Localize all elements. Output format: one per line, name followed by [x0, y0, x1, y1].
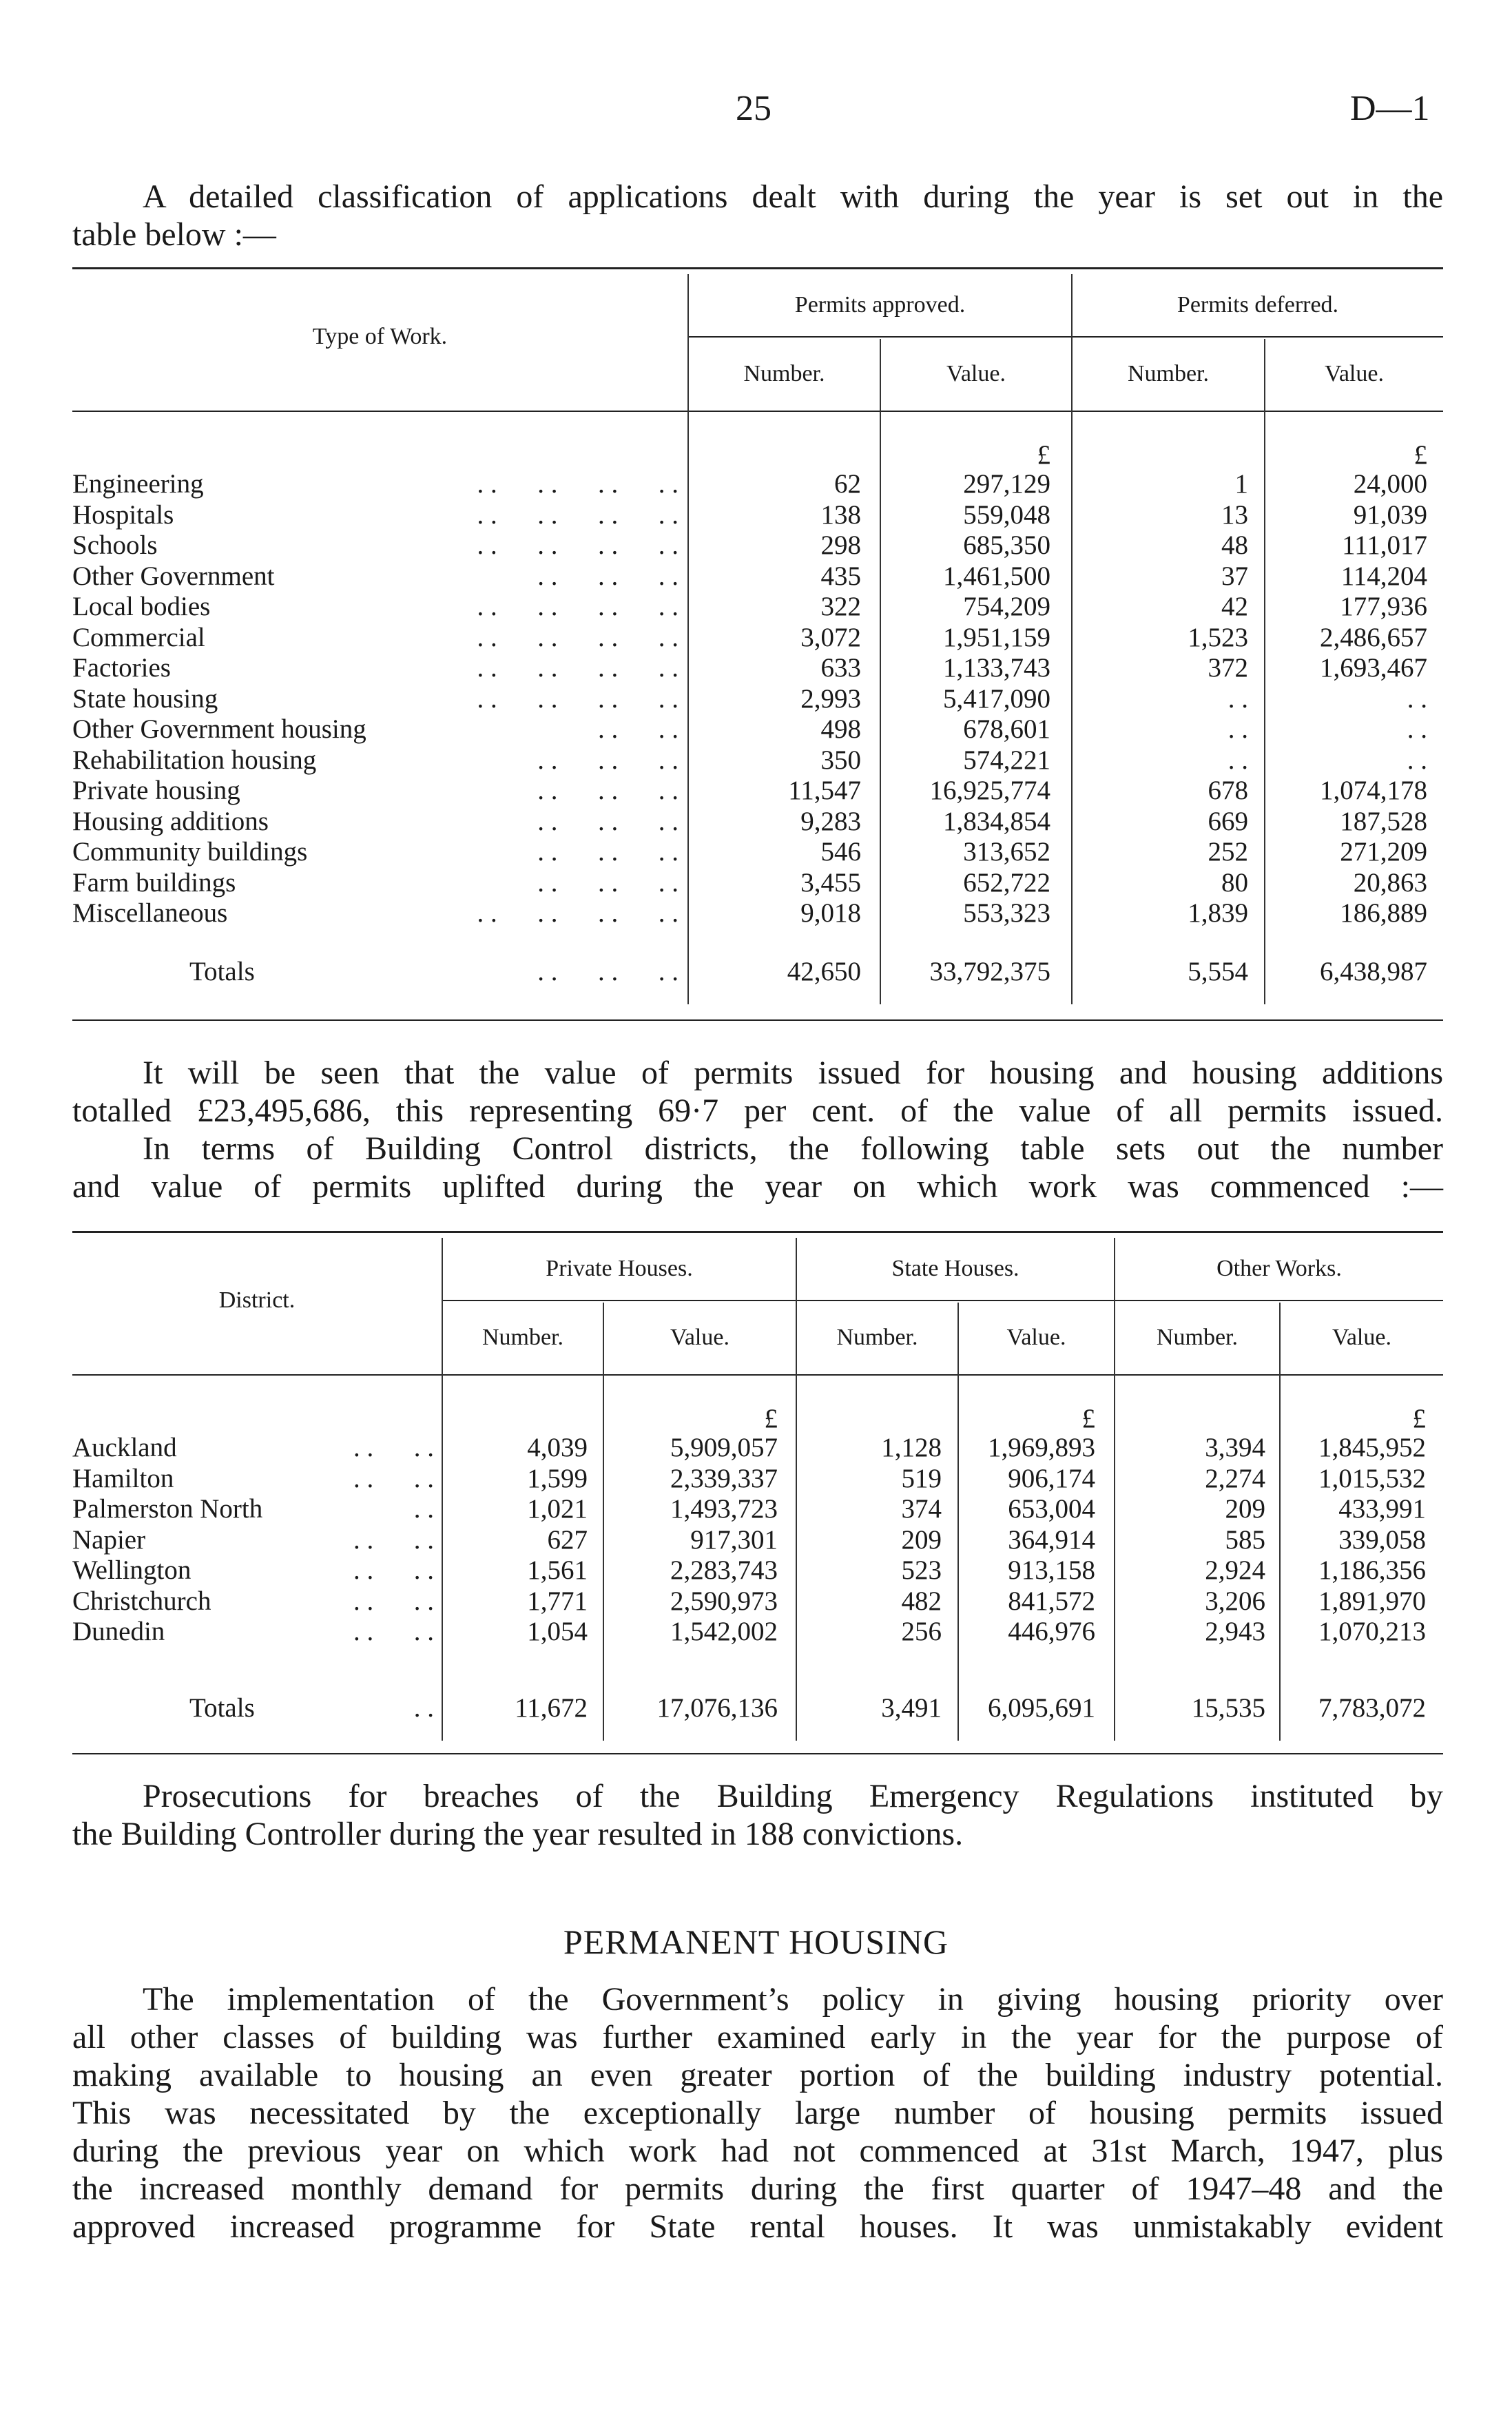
leader-dots: . . . . — [353, 1524, 434, 1555]
state-value: 364,914 — [1008, 1524, 1095, 1555]
approved-number: 2,993 — [800, 683, 861, 714]
table-row — [72, 806, 1443, 836]
other-value: 1,891,970 — [1318, 1586, 1426, 1616]
deferred-number: 252 — [1208, 837, 1248, 867]
deferred-number: 1,523 — [1188, 622, 1248, 652]
subheader-number: Number. — [743, 361, 825, 386]
table-row — [72, 1493, 1443, 1524]
private-value: 1,493,723 — [670, 1494, 778, 1524]
leader-dots: . . . . . . . . — [477, 469, 679, 499]
paragraph-line: and value of permits uplifted during the year on which work was commenced :— — [72, 1168, 1443, 1205]
row-label: Miscellaneous — [72, 898, 228, 928]
approved-value: 313,652 — [963, 837, 1050, 867]
leader-dots: . . . . . . — [537, 837, 679, 867]
paragraph-line: It will be seen that the value of permits issued for housing and housing additions — [143, 1055, 1443, 1091]
paragraph-line: during the previous year on which work had not commenced at 31st March, 1947, plus — [72, 2133, 1443, 2169]
private-number: 627 — [547, 1524, 588, 1555]
document-reference: D—1 — [1350, 89, 1430, 128]
private-number: 1,021 — [527, 1494, 588, 1524]
page-number: 25 — [736, 89, 771, 128]
approved-number: 11,547 — [788, 776, 861, 805]
leader-dots: . . . . — [353, 1586, 434, 1616]
group-header-other-works: Other Works. — [1216, 1256, 1342, 1281]
deferred-number: 42 — [1221, 592, 1248, 621]
private-value: 2,590,973 — [670, 1586, 778, 1616]
table-row — [72, 836, 1443, 867]
table-row — [72, 867, 1443, 898]
row-label: Schools — [72, 530, 158, 560]
row-label: Commercial — [72, 622, 205, 652]
other-value: 1,070,213 — [1318, 1617, 1426, 1646]
currency-symbol: £ — [1413, 440, 1427, 470]
permits-by-district-table — [72, 1231, 1443, 1754]
approved-value: 1,461,500 — [943, 561, 1050, 591]
table-row — [72, 1463, 1443, 1493]
row-label: Wellington — [72, 1555, 191, 1585]
deferred-number: 1 — [1234, 469, 1248, 499]
approved-number: 62 — [834, 469, 861, 499]
private-number: 1,771 — [527, 1586, 588, 1616]
approved-number: 42,650 — [787, 957, 861, 986]
deferred-number: 1,839 — [1188, 898, 1248, 928]
row-label: Local bodies — [72, 592, 211, 621]
private-value: 5,909,057 — [670, 1433, 778, 1462]
deferred-value: 271,209 — [1340, 837, 1427, 867]
group-header-state-houses: State Houses. — [891, 1256, 1019, 1281]
private-value: 1,542,002 — [670, 1617, 778, 1646]
row-label: Totals — [189, 957, 255, 986]
table-row — [72, 775, 1443, 805]
table-row — [72, 745, 1443, 775]
leader-dots: . . . . . . . . — [477, 683, 679, 714]
subheader-value: Value. — [1325, 361, 1384, 386]
paragraph-line: This was necessitated by the exceptionally large number of housing permits issued — [72, 2095, 1443, 2131]
state-number: 523 — [901, 1555, 942, 1585]
approved-value: 685,350 — [963, 530, 1050, 560]
private-value: 2,283,743 — [670, 1555, 778, 1585]
state-number: 209 — [901, 1524, 942, 1555]
other-value: 1,845,952 — [1318, 1433, 1426, 1462]
column-header-district: District. — [218, 1287, 296, 1313]
approved-value: 5,417,090 — [943, 683, 1050, 714]
deferred-number: 669 — [1208, 806, 1248, 836]
row-label: Community buildings — [72, 837, 308, 867]
row-label: Hamilton — [72, 1463, 174, 1493]
deferred-number: 13 — [1221, 499, 1248, 530]
state-number: 482 — [901, 1586, 942, 1616]
currency-symbol: £ — [764, 1404, 778, 1433]
approved-number: 298 — [820, 530, 861, 560]
other-value: 1,186,356 — [1318, 1555, 1426, 1585]
deferred-value: 111,017 — [1342, 530, 1427, 560]
state-value: 913,158 — [1008, 1555, 1095, 1585]
deferred-value: 2,486,657 — [1320, 622, 1427, 652]
deferred-number: 372 — [1208, 653, 1248, 683]
state-value: 906,174 — [1008, 1463, 1095, 1493]
private-value: 17,076,136 — [656, 1693, 778, 1723]
currency-symbol: £ — [1037, 440, 1050, 470]
approved-value: 678,601 — [963, 714, 1050, 744]
subheader-value: Value. — [1332, 1325, 1391, 1350]
leader-dots: . . . . . . . . — [477, 653, 679, 683]
approved-number: 498 — [820, 714, 861, 744]
state-value: 446,976 — [1008, 1617, 1095, 1646]
approved-value: 33,792,375 — [929, 957, 1050, 986]
subheader-number: Number. — [481, 1325, 564, 1350]
leader-dots: . . — [413, 1693, 434, 1723]
intro-paragraph — [72, 178, 1443, 253]
section-heading: PERMANENT HOUSING — [563, 1923, 949, 1961]
leader-dots: . . . . . . — [537, 561, 679, 591]
permanent-housing-paragraph — [72, 1980, 1443, 2246]
table-row — [72, 499, 1443, 530]
deferred-value: 91,039 — [1353, 499, 1427, 530]
other-number: 2,274 — [1205, 1463, 1265, 1493]
approved-value: 1,834,854 — [943, 806, 1050, 836]
row-label: Napier — [72, 1524, 146, 1555]
state-value: 841,572 — [1008, 1586, 1095, 1616]
table-row — [72, 1432, 1443, 1462]
private-value: 917,301 — [690, 1524, 778, 1555]
row-label: Housing additions — [72, 806, 269, 836]
leader-dots: . . . . . . . . — [477, 592, 679, 621]
table-row — [72, 468, 1443, 499]
subheader-value: Value. — [670, 1325, 729, 1350]
leader-dots: . . . . . . — [537, 867, 679, 898]
approved-value: 16,925,774 — [929, 776, 1050, 805]
row-label: Totals — [189, 1693, 255, 1723]
paragraph-line: making available to housing an even greater portion of the building industry potential. — [72, 2057, 1443, 2093]
permits-by-work-type-table — [72, 267, 1443, 1025]
other-number: 2,924 — [1205, 1555, 1265, 1585]
table-row — [72, 591, 1443, 621]
leader-dots: . . . . . . . . — [477, 499, 679, 530]
deferred-number: . . — [1228, 714, 1248, 744]
private-number: 1,561 — [527, 1555, 588, 1585]
other-number: 15,535 — [1191, 1693, 1265, 1723]
paragraph-line: totalled £23,495,686, this representing 69·7 per cent. of the value of all permits issued. — [72, 1092, 1443, 1129]
intro-line: A detailed classification of applications dealt with during the year is set out in the — [143, 178, 1443, 215]
approved-value: 1,133,743 — [943, 653, 1050, 683]
private-value: 2,339,337 — [670, 1463, 778, 1493]
other-number: 3,206 — [1205, 1586, 1265, 1616]
row-label: State housing — [72, 683, 218, 714]
leader-dots: . . . . — [353, 1617, 434, 1646]
column-header-type-of-work: Type of Work. — [312, 324, 448, 349]
deferred-number: 678 — [1208, 776, 1248, 805]
deferred-value: 24,000 — [1353, 469, 1427, 499]
prosecutions-paragraph — [72, 1777, 1443, 1853]
state-number: 256 — [901, 1617, 942, 1646]
other-number: 585 — [1225, 1524, 1265, 1555]
leader-dots: . . . . — [598, 714, 679, 744]
leader-dots: . . . . . . . . — [477, 622, 679, 652]
subheader-value: Value. — [1006, 1325, 1066, 1350]
leader-dots: . . . . — [353, 1555, 434, 1585]
deferred-value: . . — [1407, 714, 1427, 744]
group-header-private-houses: Private Houses. — [546, 1256, 693, 1281]
other-value: 433,991 — [1338, 1494, 1426, 1524]
deferred-number: 5,554 — [1188, 957, 1248, 986]
approved-value: 1,951,159 — [943, 622, 1050, 652]
currency-symbol: £ — [1412, 1404, 1426, 1433]
row-label: Factories — [72, 653, 171, 683]
approved-number: 350 — [820, 745, 861, 775]
table-row — [72, 622, 1443, 652]
state-number: 3,491 — [881, 1693, 942, 1723]
paragraph-line: the Building Controller during the year resulted in 188 convictions. — [72, 1816, 964, 1852]
row-label: Christchurch — [72, 1586, 211, 1616]
intro-line: table below :— — [72, 216, 276, 253]
state-value: 6,095,691 — [988, 1693, 1095, 1723]
table-row — [72, 1616, 1443, 1646]
subheader-number: Number. — [1127, 361, 1210, 386]
deferred-number: . . — [1228, 683, 1248, 714]
paragraph-line: In terms of Building Control districts, the following table sets out the number — [143, 1130, 1443, 1167]
approved-number: 138 — [820, 499, 861, 530]
approved-value: 754,209 — [963, 592, 1050, 621]
private-number: 11,672 — [515, 1693, 588, 1723]
state-number: 374 — [901, 1494, 942, 1524]
group-header-permits-approved: Permits approved. — [794, 292, 966, 318]
row-label: Hospitals — [72, 499, 174, 530]
row-label: Auckland — [72, 1433, 177, 1462]
row-label: Engineering — [72, 469, 204, 499]
paragraph-line: approved increased programme for State rental houses. It was unmistakably evident — [72, 2208, 1443, 2245]
deferred-value: . . — [1407, 745, 1427, 775]
table-row — [72, 1524, 1443, 1555]
deferred-number: 80 — [1221, 867, 1248, 898]
approved-number: 9,283 — [800, 806, 861, 836]
table-row — [72, 1555, 1443, 1585]
approved-number: 435 — [820, 561, 861, 591]
leader-dots: . . . . . . . . — [477, 898, 679, 928]
row-label: Private housing — [72, 776, 240, 805]
deferred-value: 177,936 — [1340, 592, 1427, 621]
other-number: 209 — [1225, 1494, 1265, 1524]
housing-summary-paragraph — [72, 1054, 1443, 1205]
table-row — [72, 1586, 1443, 1616]
leader-dots: . . . . . . — [537, 745, 679, 775]
leader-dots: . . . . — [353, 1433, 434, 1462]
approved-number: 9,018 — [800, 898, 861, 928]
table-row — [72, 652, 1443, 683]
approved-number: 322 — [820, 592, 861, 621]
other-value: 7,783,072 — [1318, 1693, 1426, 1723]
leader-dots: . . . . . . . . — [477, 530, 679, 560]
private-number: 1,054 — [527, 1617, 588, 1646]
subheader-value: Value. — [946, 361, 1006, 386]
other-value: 1,015,532 — [1318, 1463, 1426, 1493]
approved-value: 652,722 — [963, 867, 1050, 898]
approved-value: 574,221 — [963, 745, 1050, 775]
other-number: 3,394 — [1205, 1433, 1265, 1462]
leader-dots: . . . . . . — [537, 806, 679, 836]
paragraph-line: The implementation of the Government’s policy in giving housing priority over — [143, 1981, 1443, 2018]
private-number: 4,039 — [527, 1433, 588, 1462]
deferred-value: 20,863 — [1353, 867, 1427, 898]
deferred-value: 6,438,987 — [1320, 957, 1427, 986]
row-label: Other Government housing — [72, 714, 366, 744]
other-number: 2,943 — [1205, 1617, 1265, 1646]
leader-dots: . . . . . . — [537, 957, 679, 986]
paragraph-line: Prosecutions for breaches of the Building Emergency Regulations instituted by — [143, 1778, 1443, 1814]
row-label: Farm buildings — [72, 867, 236, 898]
deferred-number: 48 — [1221, 530, 1248, 560]
table-row — [72, 683, 1443, 714]
private-number: 1,599 — [527, 1463, 588, 1493]
subheader-number: Number. — [1156, 1325, 1239, 1350]
other-value: 339,058 — [1338, 1524, 1426, 1555]
approved-number: 3,072 — [800, 622, 861, 652]
row-label: Rehabilitation housing — [72, 745, 317, 775]
deferred-value: 1,074,178 — [1320, 776, 1427, 805]
state-value: 653,004 — [1008, 1494, 1095, 1524]
row-label: Palmerston North — [72, 1494, 263, 1524]
row-label: Other Government — [72, 561, 275, 591]
deferred-number: . . — [1228, 745, 1248, 775]
deferred-value: . . — [1407, 683, 1427, 714]
leader-dots: . . — [413, 1494, 434, 1524]
approved-number: 3,455 — [800, 867, 861, 898]
leader-dots: . . . . . . — [537, 776, 679, 805]
paragraph-line: the increased monthly demand for permits during the first quarter of 1947–48 and the — [72, 2170, 1443, 2207]
approved-number: 546 — [820, 837, 861, 867]
row-label: Dunedin — [72, 1617, 165, 1646]
state-number: 519 — [901, 1463, 942, 1493]
table-row — [72, 714, 1443, 744]
currency-symbol: £ — [1081, 1404, 1095, 1433]
state-number: 1,128 — [881, 1433, 942, 1462]
leader-dots: . . . . — [353, 1463, 434, 1493]
approved-value: 553,323 — [963, 898, 1050, 928]
totals-row — [72, 1692, 1443, 1723]
approved-number: 633 — [820, 653, 861, 683]
approved-value: 297,129 — [963, 469, 1050, 499]
totals-row — [72, 956, 1443, 986]
group-header-permits-deferred: Permits deferred. — [1177, 292, 1339, 318]
subheader-number: Number. — [836, 1325, 918, 1350]
deferred-value: 114,204 — [1340, 561, 1427, 591]
table-row — [72, 561, 1443, 591]
table-row — [72, 530, 1443, 560]
deferred-value: 186,889 — [1340, 898, 1427, 928]
deferred-value: 1,693,467 — [1320, 653, 1427, 683]
table-row — [72, 898, 1443, 928]
deferred-value: 187,528 — [1340, 806, 1427, 836]
approved-value: 559,048 — [963, 499, 1050, 530]
deferred-number: 37 — [1221, 561, 1248, 591]
state-value: 1,969,893 — [988, 1433, 1095, 1462]
paragraph-line: all other classes of building was further examined early in the year for the purpose of — [72, 2019, 1443, 2055]
